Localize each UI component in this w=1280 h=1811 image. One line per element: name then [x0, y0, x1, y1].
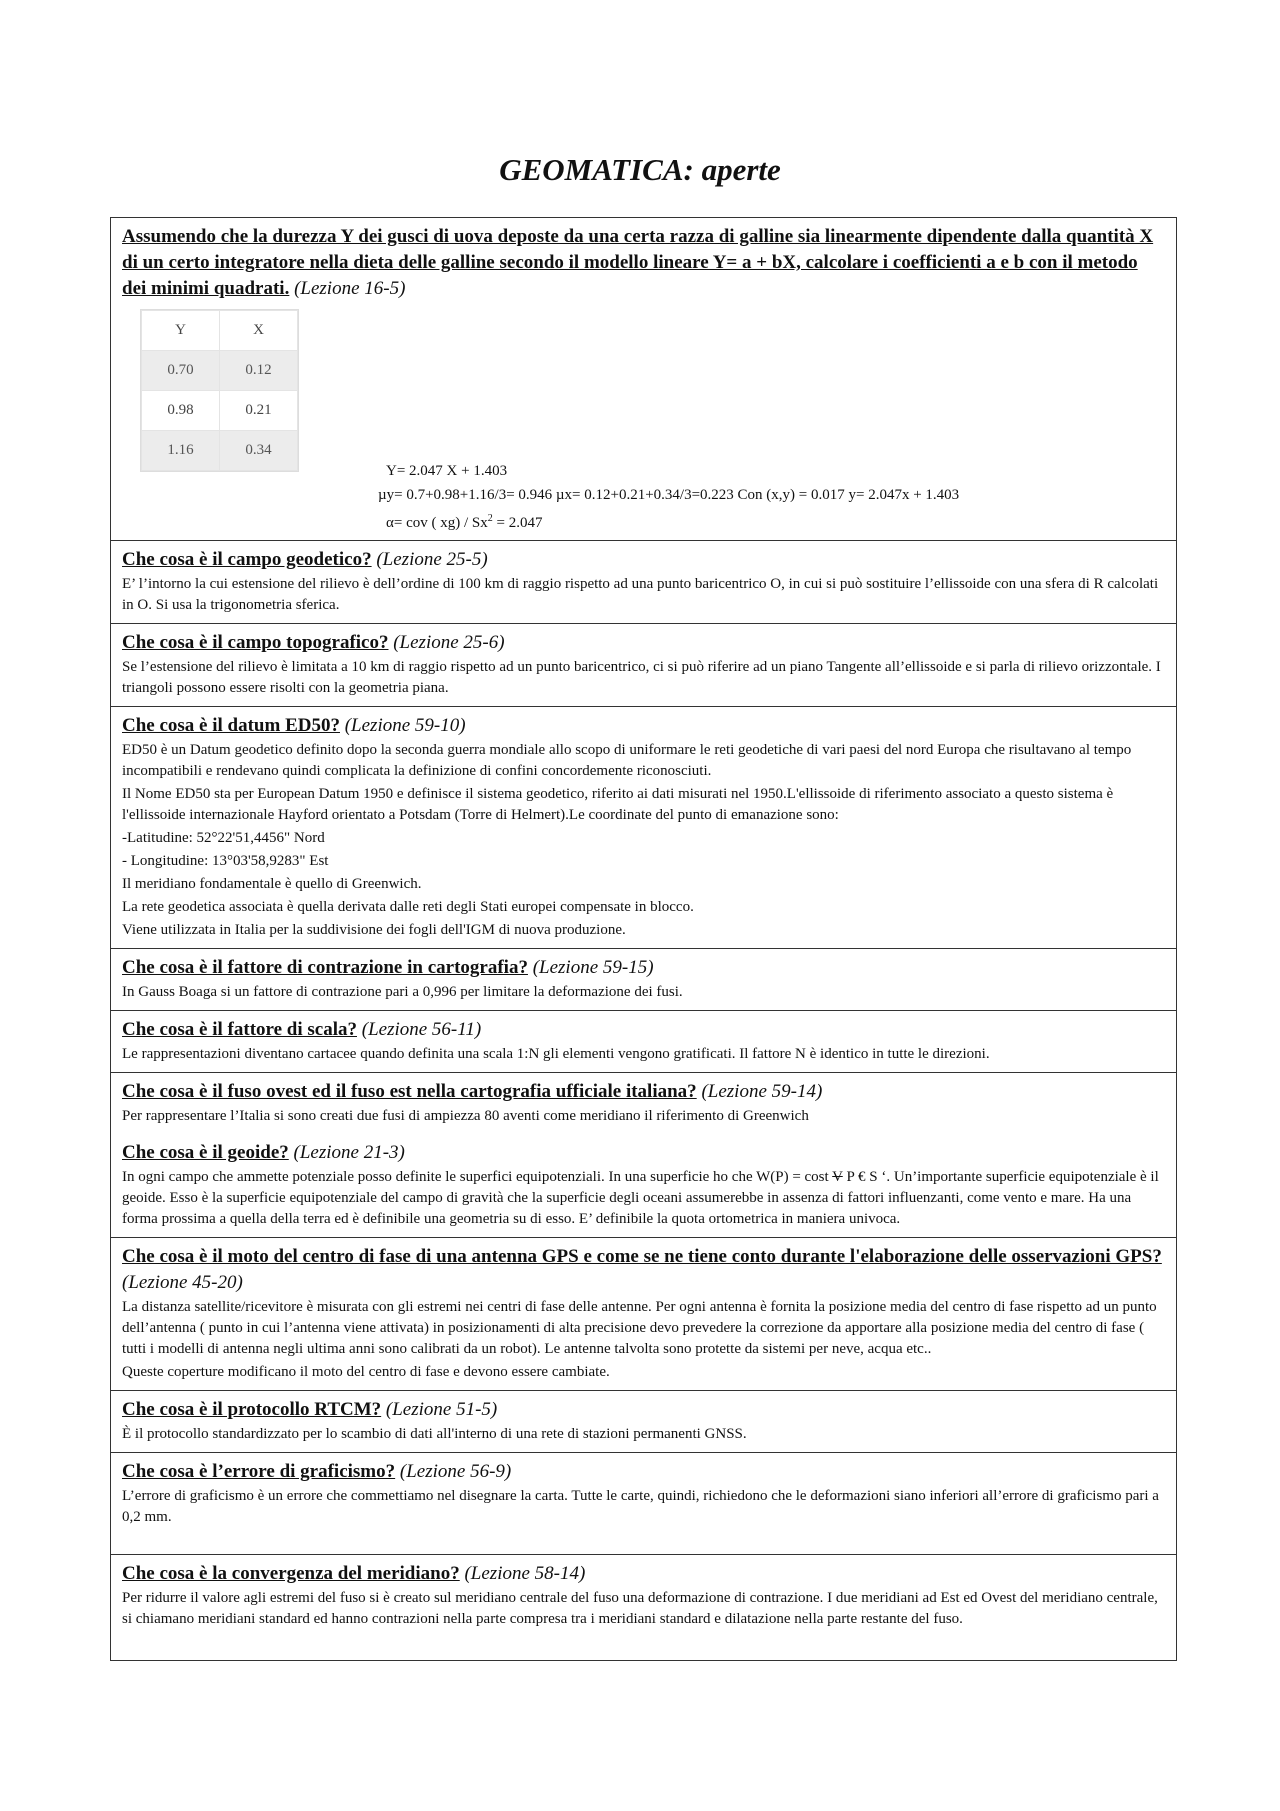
answer-paragraph: E’ l’intorno la cui estensione del rilievo è dell’ordine di 100 km di raggio rispetto ad una punto baricentrico O, in cui si può sostituire l’ellissoide con una sfera di R calcolati in O. Si usa la trigonometria sferica.	[122, 576, 1159, 613]
qa-cell	[111, 1555, 1176, 1660]
answer-paragraph: Se l’estensione del rilievo è limitata a 10 km di raggio rispetto ad un punto baricentrico, ci si può riferire ad un piano Tangente all’ellissoide e si parla di rilievo orizzontale. I triangoli possono essere risolti con la geometria piana.	[122, 659, 1161, 696]
answer	[122, 740, 1165, 941]
table-cell: 0.70	[142, 351, 220, 391]
qa-cell	[111, 1453, 1176, 1555]
answer-paragraph: Le rappresentazioni diventano cartacee quando definita una scala 1:N gli elementi vengono gratificati. Il fattore N è identico in tutte le direzioni.	[122, 1046, 990, 1062]
qa-group	[111, 541, 1176, 1134]
question-text: Che cosa è la convergenza del meridiano?	[122, 1563, 460, 1584]
answer-text: P € S ‘. Un’importante superficie equipotenziale è il geoide. Esso è la superficie equipotenziale del campo di gravità che la superficie degli oceani assumerebbe in assenza di fattori influenzanti, come vento e mare. Ha una forma prossima a quella della terra ed è definibile una geometria su di esso. E’ definibile la quota ortometrica in maniera univoca.	[122, 1169, 1159, 1227]
lesson-ref: (Lezione 25-5)	[376, 549, 488, 570]
data-table	[141, 310, 298, 471]
qa-cell	[111, 541, 1176, 624]
formula-regression: Y= 2.047 X + 1.403	[386, 463, 508, 479]
table-header-x: X	[220, 311, 298, 351]
forall-symbol: V	[832, 1169, 843, 1185]
answer	[122, 1588, 1165, 1630]
lesson-ref: (Lezione 51-5)	[385, 1399, 498, 1420]
answer	[122, 574, 1165, 616]
lesson-ref: (Lezione 21-3)	[293, 1142, 405, 1163]
question	[122, 224, 1165, 302]
table-cell: 0.98	[142, 391, 220, 431]
answer-paragraph: In Gauss Boaga si un fattore di contrazione pari a 0,996 per limitare la deformazione dei fusi.	[122, 984, 683, 1000]
question-text: Che cosa è il campo topografico?	[122, 632, 389, 653]
answer	[122, 982, 1165, 1003]
formula-means: µy= 0.7+0.98+1.16/3= 0.946 µx= 0.12+0.21+0.34/3=0.223 Con (x,y) = 0.017 y= 2.047x + 1.403	[378, 487, 960, 503]
question-text: Che cosa è il protocollo RTCM?	[122, 1399, 382, 1420]
answer-paragraph: L’errore di graficismo è un errore che commettiamo nel disegnare la carta. Tutte le carte, quindi, richiedono che le deformazioni siano inferiori all’errore di graficismo pari a 0,2 mm.	[122, 1488, 1159, 1525]
question	[122, 1079, 1165, 1105]
question-text: Assumendo che la durezza Y dei gusci di uova deposte da una certa razza di galline sia linearmente dipendente dalla quantità X di un certo integratore nella dieta delle galline secondo il modello lineare Y= a + bX, calcolare i coefficienti a e b con il metodo dei minimi quadrati.	[122, 226, 1154, 299]
answer	[122, 1297, 1165, 1383]
answer-paragraph: Per ridurre il valore agli estremi del fuso si è creato sul meridiano centrale del fuso una deformazione di contrazione. I due meridiani ad Est ed Ovest del meridiano centrale, si chiamano meridiani standard ed hanno contrazioni nella parte compresa tra i meridiani standard e dilatazione nella parte restante del fuso.	[122, 1590, 1158, 1627]
formulas	[378, 459, 1165, 535]
answer-paragraph: La rete geodetica associata è quella derivata dalle reti degli Stati europei compensate in blocco.	[122, 899, 694, 915]
qa-cell	[111, 707, 1176, 949]
lesson-ref: (Lezione 45-20)	[122, 1272, 243, 1293]
answer	[122, 1424, 1165, 1445]
page-title: GEOMATICA: aperte	[499, 152, 781, 187]
qa-cell	[111, 949, 1176, 1011]
qa-cell	[111, 1238, 1176, 1391]
question-text: Che cosa è il datum ED50?	[122, 715, 340, 736]
question	[122, 1459, 1165, 1485]
question	[122, 1244, 1165, 1296]
answer-paragraph: Queste coperture modificano il moto del centro di fase e devono essere cambiate.	[122, 1364, 610, 1380]
lesson-ref: (Lezione 25-6)	[393, 632, 505, 653]
qa-cell-least-squares	[111, 218, 1176, 541]
question-text: Che cosa è l’errore di graficismo?	[122, 1461, 396, 1482]
question	[122, 1397, 1165, 1423]
question-text: Che cosa è il fattore di scala?	[122, 1019, 357, 1040]
question-text: Che cosa è il moto del centro di fase di una antenna GPS e come se ne tiene conto durante l'elaborazione delle osservazioni GPS?	[122, 1246, 1162, 1267]
question	[122, 630, 1165, 656]
answer-paragraph: Viene utilizzata in Italia per la suddivisione dei fogli dell'IGM di nuova produzione.	[122, 922, 626, 938]
answer-paragraph: La distanza satellite/ricevitore è misurata con gli estremi nei centri di fase delle antenne. Per ogni antenna è fornita la posizione media del centro di fase rispetto ad un punto dell’antenna ( punto in cui l’antenna viene attivata) in posizionamenti di alta precisione devo prevedere la correzione da apportare alla posizione media del centro di fase ( tutti i modelli di antenna negli ultima anni sono calibrati da un robot). Le antenne talvolta sono protette da sistemi per neve, acqua etc..	[122, 1299, 1157, 1357]
formula-alpha-exp: 2	[487, 513, 493, 524]
qa-cell	[111, 1073, 1176, 1134]
answer	[122, 657, 1165, 699]
answer-paragraph: -Latitudine: 52°22'51,4456" Nord	[122, 830, 325, 846]
lesson-ref: (Lezione 16-5)	[294, 278, 406, 299]
qa-cell-geoid	[111, 1134, 1176, 1238]
qa-cell	[111, 1011, 1176, 1073]
answer	[122, 1044, 1165, 1065]
answer-paragraph: ED50 è un Datum geodetico definito dopo la seconda guerra mondiale allo scopo di uniformare le reti geodetiche di vari paesi del nord Europa che risultavano al tempo incompatibili e rendevano quindi complicata la definizione di confini concordemente riconosciuti.	[122, 742, 1132, 779]
answer	[122, 1486, 1165, 1528]
question	[122, 955, 1165, 981]
table-header-y: Y	[142, 311, 220, 351]
question	[122, 1017, 1165, 1043]
answer-paragraph: - Longitudine: 13°03'58,9283" Est	[122, 853, 329, 869]
qa-cell	[111, 1391, 1176, 1453]
question-text: Che cosa è il geoide?	[122, 1142, 289, 1163]
lesson-ref: (Lezione 59-10)	[344, 715, 466, 736]
table-cell: 1.16	[142, 431, 220, 471]
question-text: Che cosa è il fuso ovest ed il fuso est nella cartografia ufficiale italiana?	[122, 1081, 697, 1102]
formula-alpha	[378, 507, 1165, 535]
question-text: Che cosa è il campo geodetico?	[122, 549, 372, 570]
answer-paragraph: Il meridiano fondamentale è quello di Greenwich.	[122, 876, 422, 892]
lesson-ref: (Lezione 56-9)	[399, 1461, 512, 1482]
answer-paragraph: Il Nome ED50 sta per European Datum 1950 e definisce il sistema geodetico, riferito ai dati misurati nel 1950.L'ellissoide di riferimento associato a questo sistema è l'ellissoide internazionale Hayford orientato a Potsdam (Torre di Helmert).Le coordinate del punto di emanazione sono:	[122, 786, 1114, 823]
answer	[122, 1167, 1165, 1230]
answer-paragraph: Per rappresentare l’Italia si sono creati due fusi di ampiezza 80 aventi come meridiano il riferimento di Greenwich	[122, 1108, 809, 1124]
question-text: Che cosa è il fattore di contrazione in cartografia?	[122, 957, 528, 978]
lesson-ref: (Lezione 59-14)	[701, 1081, 823, 1102]
answer-paragraph	[122, 1167, 1165, 1230]
answer-text: In ogni campo che ammette potenziale posso definite le superfici equipotenziali. In una superficie ho che W(P) = cost	[122, 1169, 833, 1185]
question	[122, 547, 1165, 573]
qa-cell	[111, 624, 1176, 707]
table-cell: 0.21	[220, 391, 298, 431]
lesson-ref: (Lezione 59-15)	[532, 957, 654, 978]
answer	[122, 1106, 1165, 1127]
lesson-ref: (Lezione 58-14)	[464, 1563, 586, 1584]
answer-paragraph: È il protocollo standardizzato per lo scambio di dati all'interno di una rete di stazioni permanenti GNSS.	[122, 1426, 747, 1442]
question	[122, 713, 1165, 739]
lesson-ref: (Lezione 56-11)	[361, 1019, 482, 1040]
formula-alpha-result: = 2.047	[492, 515, 543, 531]
qa-group	[111, 1238, 1176, 1660]
question	[122, 1140, 1165, 1166]
table-cell: 0.34	[220, 431, 298, 471]
qa-table	[110, 217, 1177, 1661]
question	[122, 1561, 1165, 1587]
formula-alpha-main: α= cov ( xg) / Sx	[386, 515, 488, 531]
table-cell: 0.12	[220, 351, 298, 391]
